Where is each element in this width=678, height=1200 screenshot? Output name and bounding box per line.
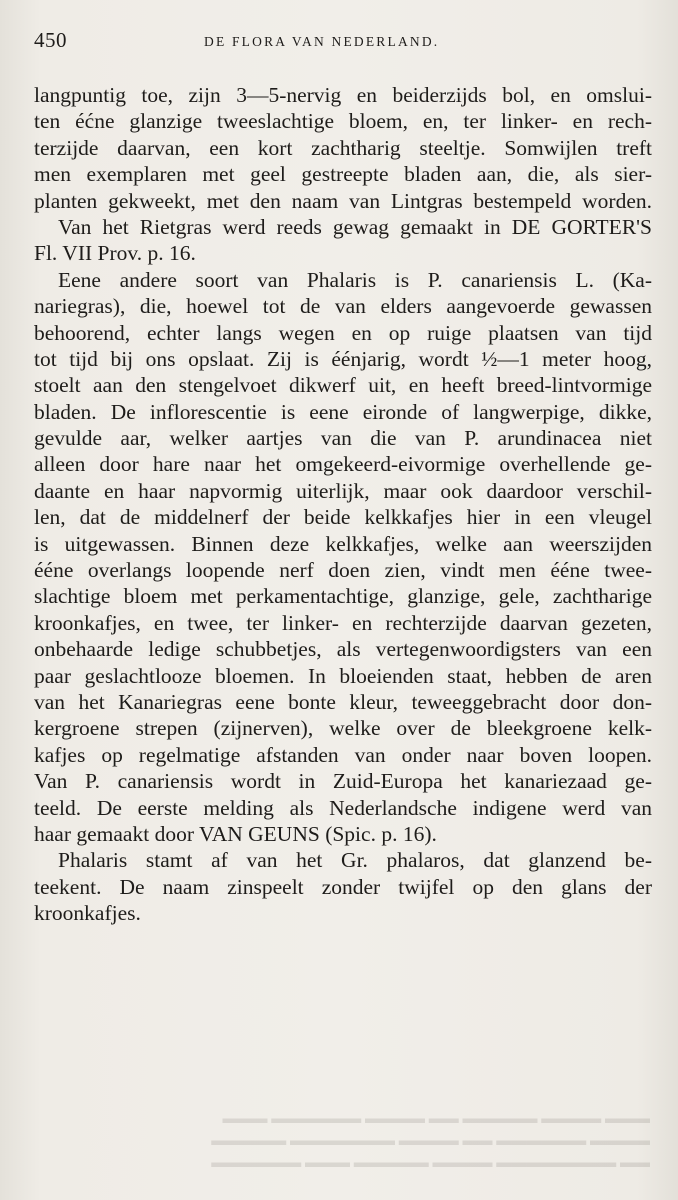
- text-line: Phalaris stamt af van het Gr. phalaros, dat glanzend be-: [58, 848, 652, 873]
- text-line: slachtige bloem met perkamentachtige, glanzige, gele, zachtharige: [34, 584, 652, 609]
- text-line: alleen door hare naar het omgekeerd-eivormige overhellende ge-: [34, 452, 652, 477]
- page-header: [34, 28, 646, 58]
- text-line: teekent. De naam zinspeelt zonder twijfel op den glans der: [34, 874, 652, 899]
- text-line: kroonkafjes, en twee, ter linker- en rechterzijde daarvan gezeten,: [34, 610, 652, 635]
- text-line: kroonkafjes.: [34, 901, 141, 926]
- text-line: len, dat de middelnerf der beide kelkkafjes hier in een vleugel: [34, 505, 652, 530]
- page-number: 450: [34, 28, 67, 52]
- text-line: tot tijd bij ons opslaat. Zij is éénjarig, wordt ½—1 meter hoog,: [34, 346, 652, 371]
- text-line: van het Kanariegras eene bonte kleur, teweeggebracht door don-: [34, 689, 652, 714]
- text-line: gevulde aar, welker aartjes van die van P. arundinacea niet: [34, 426, 652, 451]
- text-line: terzijde daarvan, een kort zachtharig steeltje. Somwijlen treft: [34, 135, 652, 160]
- text-line: is uitgewassen. Binnen deze kelkkafjes, welke aan weerszijden: [34, 531, 652, 556]
- text-line: behoorend, echter langs wegen en op ruige plaatsen van tijd: [34, 320, 652, 345]
- show-through-text: ▬▬▬ ▬▬▬▬ ▬▬▬▬▬ ▬▬ ▬▬▬▬ ▬▬▬▬▬▬ ▬▬▬ ▬▬▬▬ ▬▬▬▬▬▬ ▬▬ ▬▬▬▬ ▬▬▬▬▬▬▬ ▬▬▬▬▬ ▬▬ ▬▬▬▬▬▬▬▬ ▬▬▬▬ ▬▬▬▬▬ ▬▬▬ ▬▬▬▬▬▬: [211, 1111, 650, 1171]
- text-line: paar geslachtlooze bloemen. In bloeienden staat, hebben de aren: [34, 663, 652, 688]
- text-line: haar gemaakt door VAN GEUNS (Spic. p. 16).: [34, 821, 437, 846]
- text-line: nariegras), die, hoewel tot de van elders aangevoerde gewassen: [34, 294, 652, 319]
- text-line: planten gekweekt, met den naam van Lintgras bestempeld worden.: [34, 188, 652, 213]
- text-line: langpuntig toe, zijn 3—5-nervig en beiderzijds bol, en omslui-: [34, 83, 652, 107]
- text-line: Fl. VII Prov. p. 16.: [34, 241, 196, 266]
- running-title: DE FLORA VAN NEDERLAND.: [204, 34, 440, 49]
- text-line: Eene andere soort van Phalaris is P. canariensis L. (Ka-: [58, 267, 652, 292]
- text-line: bladen. De inflorescentie is eene eironde of langwerpige, dikke,: [34, 399, 652, 424]
- body-text: [34, 82, 652, 927]
- text-line: men exemplaren met geel gestreepte bladen aan, die, als sier-: [34, 162, 652, 187]
- text-line: kafjes op regelmatige afstanden van onder naar boven loopen.: [34, 742, 652, 767]
- text-line: Van P. canariensis wordt in Zuid-Europa het kanariezaad ge-: [34, 769, 652, 794]
- text-line: onbehaarde ledige schubbetjes, als vertegenwoordigsters van een: [34, 637, 652, 662]
- text-line: Van het Rietgras werd reeds gewag gemaakt in DE GORTER'S: [58, 214, 652, 239]
- text-line: teeld. De eerste melding als Nederlandsche indigene werd van: [34, 795, 652, 820]
- text-line: daante en haar napvormig uiterlijk, maar ook daardoor verschil-: [34, 478, 652, 503]
- text-line: ééne overlangs loopende nerf doen zien, vindt men ééne twee-: [34, 558, 652, 583]
- text-line: kergroene strepen (zijnerven), welke over de bleekgroene kelk-: [34, 716, 652, 741]
- text-line: stoelt aan den stengelvoet dikwerf uit, en heeft breed-lintvormige: [34, 373, 652, 398]
- text-line: ten éćne glanzige tweeslachtige bloem, en, ter linker- en rech-: [34, 109, 652, 134]
